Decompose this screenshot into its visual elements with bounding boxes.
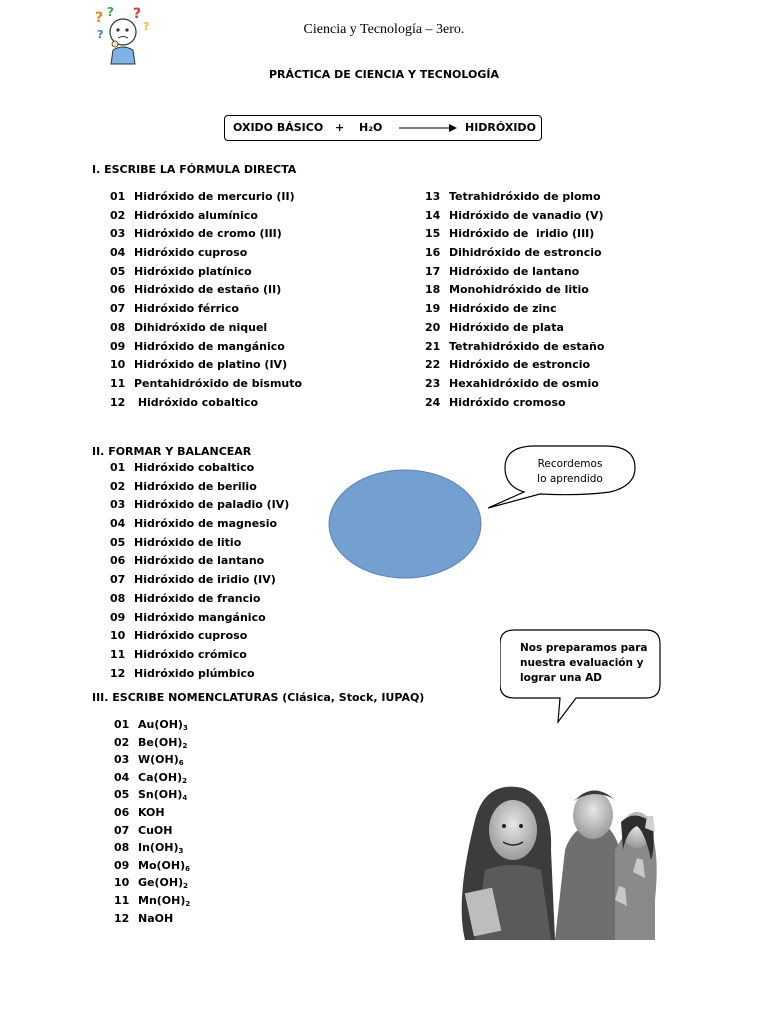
list-item [110, 552, 289, 571]
list-item-text: Hidróxido de estaño (II) [134, 283, 282, 297]
list-item-text: Hidróxido de magnesio [134, 517, 278, 531]
section2-heading: II. FORMAR Y BALANCEAR [92, 445, 252, 458]
list-item-text: Hidróxido de iridio (IV) [134, 573, 276, 587]
list-item-text: Hidróxido mangánico [134, 610, 266, 624]
list-item [114, 892, 190, 910]
bubble-recordemos-line2: lo aprendido [537, 473, 603, 485]
list-item-number: 20 [425, 320, 441, 334]
list-item-number: 15 [425, 227, 441, 241]
list-item-text: Hidróxido de lantano [449, 264, 580, 278]
list-item [114, 769, 190, 787]
svg-text:?: ? [97, 28, 104, 41]
list-item [110, 225, 302, 244]
list-item-text: Monohidróxido de litio [449, 283, 589, 297]
list-item-number: 16 [425, 246, 441, 260]
list-item [114, 874, 190, 892]
bubble-nos-line3: lograr una AD [520, 672, 602, 684]
list-item-number: 10 [110, 358, 126, 372]
bubble-nos-line2: nuestra evaluación y [520, 657, 644, 669]
list-item-text: Tetrahidróxido de estaño [449, 339, 605, 353]
formula-subscript: 2 [182, 776, 187, 785]
list-item-text: Hidróxido de paladio (IV) [134, 498, 290, 512]
list-item-text: $In(OH)_3$ [138, 841, 184, 856]
list-item-number: 03 [110, 498, 126, 512]
list-item-text: Hidróxido férrico [134, 302, 239, 316]
list-item [425, 394, 604, 413]
students-photo [455, 780, 665, 940]
list-item-number: 03 [110, 227, 126, 241]
list-item [114, 804, 190, 822]
list-item [114, 716, 190, 734]
list-item-number: 19 [425, 302, 441, 316]
list-item [110, 459, 289, 478]
formula-subscript: 6 [185, 864, 190, 873]
svg-text:?: ? [95, 10, 104, 26]
list-item-number: 23 [425, 376, 441, 390]
list-item [114, 734, 190, 752]
list-item-text: $Sn(OH)_4$ [138, 788, 188, 803]
list-item [425, 319, 604, 338]
bubble-nos-line1: Nos preparamos para [520, 642, 648, 654]
list-item [425, 263, 604, 282]
list-item [114, 822, 190, 840]
list-item-text: $Ca(OH)_2$ [138, 770, 187, 785]
list-item-text: Hidróxido de litio [134, 535, 242, 549]
list-item [114, 857, 190, 875]
list-item [110, 281, 302, 300]
list-item-text: Hidróxido crómico [134, 647, 247, 661]
list-item-text: Hidróxido de francio [134, 591, 261, 605]
section2-list [110, 459, 289, 683]
list-item [425, 244, 604, 263]
list-item-text: $W(OH)_6$ [138, 753, 184, 768]
list-item-number: 22 [425, 358, 441, 372]
list-item [110, 188, 302, 207]
list-item-number: 10 [110, 629, 126, 643]
bubble-recordemos-text [510, 457, 630, 487]
list-item [425, 207, 604, 226]
list-item-number: 17 [425, 264, 441, 278]
list-item-number: 05 [114, 788, 130, 802]
list-item-number: 12 [110, 395, 126, 409]
list-item-number: 11 [114, 893, 130, 907]
list-item-number: 09 [114, 858, 130, 872]
list-item [425, 188, 604, 207]
list-item [114, 786, 190, 804]
list-item-text: Tetrahidróxido de plomo [449, 190, 601, 203]
blue-ellipse [329, 470, 481, 578]
list-item [425, 375, 604, 394]
list-item-text: Hidróxido cobaltico [134, 461, 255, 474]
svg-text:?: ? [143, 20, 150, 33]
list-item [425, 338, 604, 357]
svg-text:?: ? [133, 6, 142, 22]
list-item-number: 08 [114, 841, 130, 855]
arrow-right-icon [397, 120, 459, 134]
equation-water: H₂O [359, 121, 383, 134]
section3-heading: III. ESCRIBE NOMENCLATURAS (Clásica, Stock, IUPAQ) [92, 691, 425, 704]
list-item-text: Dihidróxido de estroncio [449, 246, 602, 260]
list-item [110, 571, 289, 590]
equation-right: HIDRÓXIDO [465, 121, 536, 134]
list-item-number: 04 [114, 770, 130, 784]
list-item [110, 207, 302, 226]
list-item-number: 18 [425, 283, 441, 297]
list-item-text: Hidróxido de iridio (III) [449, 227, 595, 241]
list-item-text: CuOH [138, 823, 173, 837]
list-item-text: Hidróxido de mercurio (II) [134, 190, 295, 203]
list-item-number: 09 [110, 610, 126, 624]
formula-subscript: 2 [185, 899, 191, 908]
list-item [110, 627, 289, 646]
list-item [110, 590, 289, 609]
list-item-text: KOH [138, 805, 165, 819]
formula-subscript: 6 [178, 759, 184, 768]
list-item-number: 05 [110, 264, 126, 278]
list-item [110, 609, 289, 628]
list-item-number: 08 [110, 591, 126, 605]
list-item-number: 09 [110, 339, 126, 353]
list-item-number: 24 [425, 395, 441, 409]
equation-plus: + [335, 121, 345, 134]
list-item-text: Hidróxido de platino (IV) [134, 358, 288, 372]
section1-heading: I. ESCRIBE LA FÓRMULA DIRECTA [92, 163, 297, 176]
formula-subscript: 2 [182, 741, 188, 750]
list-item-number: 12 [110, 666, 126, 680]
list-item-text: Hidróxido de plata [449, 320, 564, 334]
list-item-number: 07 [110, 302, 126, 316]
list-item-number: 02 [110, 479, 126, 493]
header-title: Ciencia y Tecnología – 3ero. [303, 22, 465, 37]
list-item-text: Hidróxido plúmbico [134, 666, 255, 680]
list-item-text: $Ge(OH)_2$ [138, 876, 188, 891]
list-item [110, 478, 289, 497]
list-item [114, 751, 190, 769]
list-item [114, 839, 190, 857]
list-item [110, 646, 289, 665]
list-item [425, 356, 604, 375]
formula-subscript: 2 [183, 882, 188, 891]
list-item-text: Hidróxido cobaltico [134, 395, 259, 409]
list-item-text: Pentahidróxido de bismuto [134, 376, 303, 390]
list-item-text: Hidróxido alumínico [134, 208, 258, 222]
list-item [110, 515, 289, 534]
list-item-text: Hidróxido de cromo (III) [134, 227, 282, 241]
list-item-number: 21 [425, 339, 441, 353]
list-item-text: $Mn(OH)_2$ [138, 893, 191, 908]
list-item-text: $Mo(OH)_6$ [138, 858, 190, 873]
equation-left: OXIDO BÁSICO [233, 121, 324, 134]
list-item-number: 11 [110, 647, 126, 661]
list-item [425, 281, 604, 300]
list-item-number: 07 [114, 823, 130, 837]
list-item-number: 02 [110, 208, 126, 222]
list-item-text: Hidróxido platínico [134, 264, 252, 278]
list-item-number: 10 [114, 876, 130, 890]
list-item-number: 12 [114, 911, 130, 925]
list-item-number: 13 [425, 190, 441, 203]
list-item-text: $Au(OH)_3$ [138, 718, 188, 732]
list-item-text: Hidróxido de lantano [134, 554, 265, 568]
list-item-number: 01 [110, 190, 126, 203]
section3-list [114, 716, 190, 927]
list-item-number: 02 [114, 735, 130, 749]
list-item [110, 534, 289, 553]
list-item [110, 319, 302, 338]
list-item [110, 263, 302, 282]
list-item [110, 496, 289, 515]
list-item-number: 04 [110, 246, 126, 260]
list-item-text: Hexahidróxido de osmio [449, 376, 599, 390]
list-item [110, 394, 302, 413]
list-item-text: Dihidróxido de niquel [134, 320, 268, 334]
list-item-text: Hidróxido de mangánico [134, 339, 285, 353]
section1-list-left [110, 188, 302, 412]
list-item [110, 375, 302, 394]
list-item-number: 11 [110, 376, 126, 390]
list-item-text: Hidróxido de berilio [134, 479, 257, 493]
list-item-text: Hidróxido cuproso [134, 629, 248, 643]
list-item-number: 05 [110, 535, 126, 549]
list-item-number: 06 [110, 554, 126, 568]
list-item [110, 300, 302, 319]
section1-list-right [425, 188, 604, 412]
list-item-number: 07 [110, 573, 126, 587]
list-item [110, 338, 302, 357]
list-item-text: Hidróxido cromoso [449, 395, 566, 409]
formula-subscript: 3 [178, 847, 184, 856]
list-item-number: 06 [114, 805, 130, 819]
list-item-text: Hidróxido de estroncio [449, 358, 591, 372]
list-item [114, 910, 190, 928]
list-item-number: 04 [110, 517, 126, 531]
list-item-text: Hidróxido cuproso [134, 246, 248, 260]
equation-box [224, 115, 542, 141]
list-item [110, 356, 302, 375]
list-item-number: 01 [110, 461, 126, 474]
list-item [110, 665, 289, 684]
list-item [110, 244, 302, 263]
list-item-number: 06 [110, 283, 126, 297]
list-item [425, 225, 604, 244]
svg-text:?: ? [107, 5, 114, 19]
list-item-text: Hidróxido de vanadio (V) [449, 208, 604, 222]
list-item-number: 14 [425, 208, 441, 222]
list-item-text: NaOH [138, 911, 174, 925]
list-item-text: Hidróxido de zinc [449, 302, 557, 316]
list-item-text: $Be(OH)_2$ [138, 735, 188, 750]
formula-subscript: 3 [182, 724, 188, 732]
list-item [425, 300, 604, 319]
list-item-number: 08 [110, 320, 126, 334]
bubble-recordemos-line1: Recordemos [537, 458, 603, 470]
page-title: PRÁCTICA DE CIENCIA Y TECNOLOGÍA [268, 68, 500, 81]
list-item-number: 01 [114, 718, 130, 731]
bubble-nos-text [520, 641, 648, 686]
list-item-number: 03 [114, 753, 130, 767]
formula-subscript: 4 [182, 794, 188, 803]
